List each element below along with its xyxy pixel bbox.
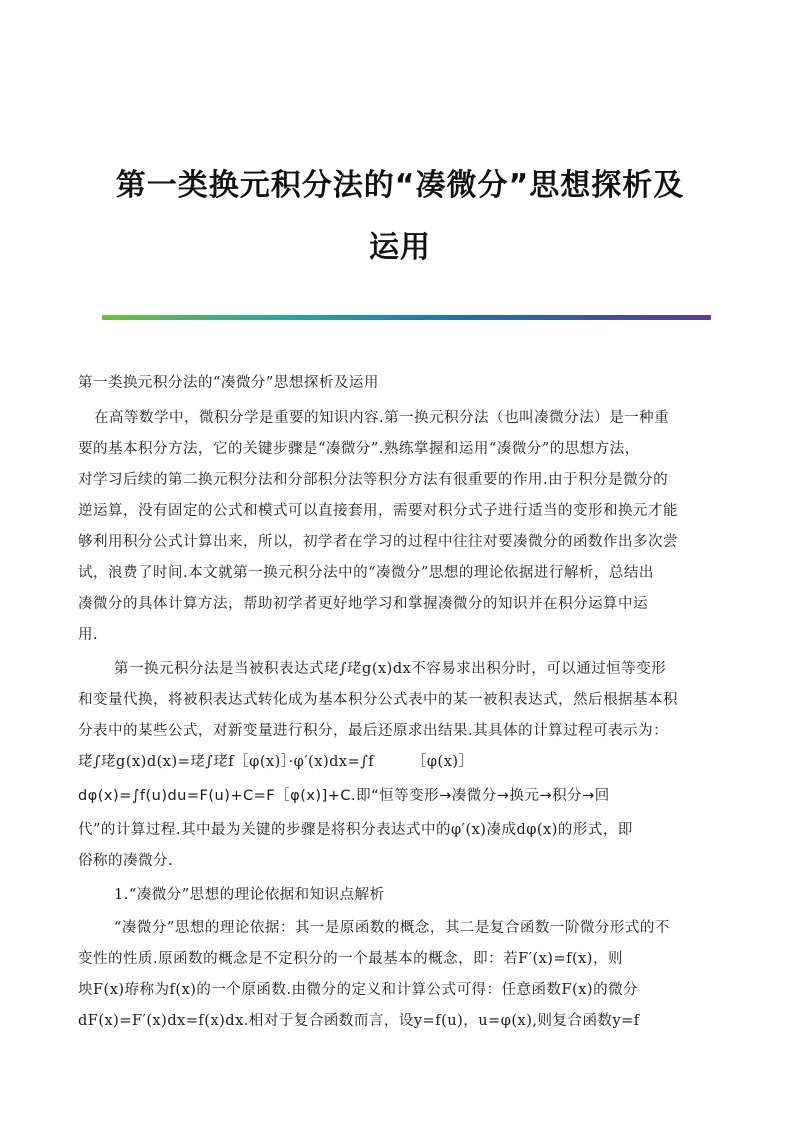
paragraph-1-line-5: 够利用积分公式计算出来，所以，初学者在学习的过程中往往对要凑微分的函数作出多次尝 [78,534,678,550]
paragraph-3-line-1: “凑微分”思想的理论依据：其一是原函数的概念，其二是复合函数一阶微分形式的不 [114,920,670,936]
paragraph-1-line-3: 对学习后续的第二换元积分法和分部积分法等积分方法有很重要的作用.由于积分是微分的 [78,472,669,488]
title-divider-gradient [102,315,711,320]
formula-line-2: dφ(x)=∫f(u)du=F(u)+C=F［φ(x)]+C.即“恒等变形→凑微分→换元→积分→回 [78,788,610,804]
paragraph-2-line-2: 和变量代换，将被积表达式转化成为基本积分公式表中的某一被积表达式，然后根据基本积 [78,692,678,708]
document-title-line-2: 运用 [369,230,431,265]
paragraph-2-line-3: 分表中的某些公式，对新变量进行积分，最后还原求出结果.其具体的计算过程可表示为： [78,723,669,739]
paragraph-2-line-7: 俗称的凑微分. [78,853,174,869]
paragraph-1-line-1: 在高等数学中，微积分学是重要的知识内容.第一换元积分法（也叫凑微分法）是一种重 [94,410,670,426]
section-subheading: 第一类换元积分法的“凑微分”思想探析及运用 [78,375,379,391]
paragraph-2-line-6: 代”的计算过程.其中最为关键的步骤是将积分表达式中的φ′(x)凑成dφ(x)的形式，即 [78,822,633,838]
section-1-heading: 1.“凑微分”思想的理论依据和知识点解析 [114,887,385,903]
document-title-line-1: 第一类换元积分法的“凑微分”思想探析及 [115,168,685,203]
paragraph-1-line-4: 逆运算，没有固定的公式和模式可以直接套用，需要对积分式子进行适当的变形和换元才能 [78,503,678,519]
paragraph-1-line-7: 凑微分的具体计算方法，帮助初学者更好地学习和掌握凑微分的知识并在积分运算中运 [78,596,648,612]
paragraph-2-line-1: 第一换元积分法是当被积表达式珯∫珯g(x)dx不容易求出积分时，可以通过恒等变形 [114,661,667,677]
paragraph-1-line-2: 要的基本积分方法，它的关键步骤是“凑微分”.熟练掌握和运用“凑微分”的思想方法， [78,441,640,457]
paragraph-3-line-2: 变性的性质.原函数的概念是不定积分的一个最基本的概念，即：若F′(x)=f(x)，则 [78,951,623,967]
paragraph-1-line-8: 用. [78,627,99,643]
paragraph-1-line-6: 试，浪费了时间.本文就第一换元积分法中的“凑微分”思想的理论依据进行解析，总结出 [78,565,654,581]
paragraph-3-line-3: 坱F(x)珔称为f(x)的一个原函数.由微分的定义和计算公式可得：任意函数F(x)的微分 [78,982,639,998]
paragraph-3-line-4: dF(x)=F′(x)dx=f(x)dx.相对于复合函数而言，设y=f(u)，u=φ(x),则复合函数y=f [78,1013,640,1029]
formula-line-1: 珯∫珯g(x)d(x)=珯∫珯f［φ(x)］·φ′(x)dx=∫f ［φ(x)］ [78,754,474,770]
